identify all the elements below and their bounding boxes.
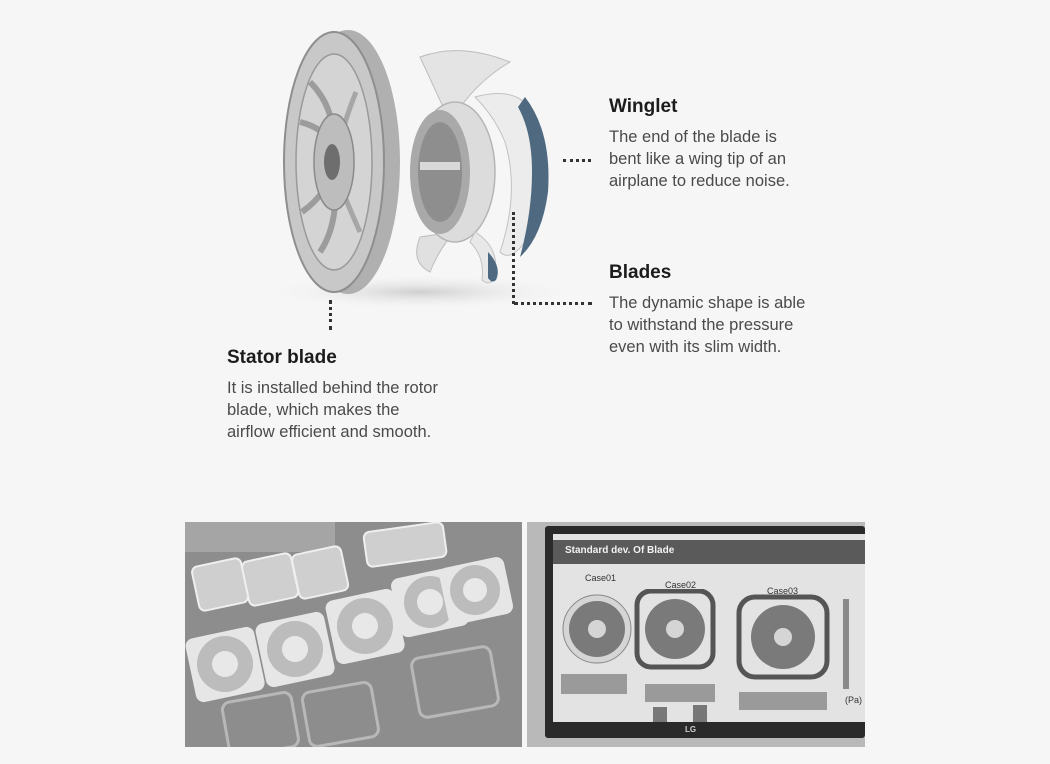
winglet-heading: Winglet <box>609 96 678 117</box>
prototypes-photo-art <box>185 522 522 747</box>
winglet-leader-line <box>563 159 591 162</box>
case-label: Case02 <box>665 580 697 590</box>
stator-callout <box>227 347 507 443</box>
pressure-unit-label: (Pa) <box>845 695 863 705</box>
monitor-screen <box>553 534 865 722</box>
screen-header-title: Standard dev. Of Blade <box>565 545 675 556</box>
stator-heading: Stator blade <box>227 347 337 368</box>
stator-leader-line <box>329 300 332 330</box>
blades-leader-line-vertical <box>512 212 515 304</box>
blades-desc-line: to withstand the pressure <box>609 316 794 334</box>
case-label: Case03 <box>767 586 799 596</box>
blades-desc-line: The dynamic shape is able <box>609 294 806 312</box>
fan-illustration <box>270 22 600 322</box>
stator-desc-line: blade, which makes the <box>227 401 400 419</box>
stator-ring <box>284 30 400 294</box>
case-label: Case01 <box>585 573 617 583</box>
screen-header-bar <box>553 540 865 564</box>
winglet-desc-line: bent like a wing tip of an <box>609 150 787 168</box>
blades-callout <box>609 262 869 358</box>
blades-leader-line-horizontal <box>514 302 592 305</box>
blades-desc-line: even with its slim width. <box>609 338 782 356</box>
winglet-callout <box>609 96 869 192</box>
prototypes-photo <box>185 522 522 747</box>
rotor <box>410 51 549 283</box>
stator-desc-line: airflow efficient and smooth. <box>227 423 432 441</box>
monitor-brand-logo: LG <box>685 725 697 734</box>
stator-desc-line: It is installed behind the rotor <box>227 379 438 397</box>
blades-heading: Blades <box>609 262 672 283</box>
winglet-desc-line: airplane to reduce noise. <box>609 172 790 190</box>
winglet-desc-line: The end of the blade is <box>609 128 777 146</box>
blade-simulation-plots <box>553 589 865 722</box>
simulation-monitor-photo <box>527 522 865 747</box>
